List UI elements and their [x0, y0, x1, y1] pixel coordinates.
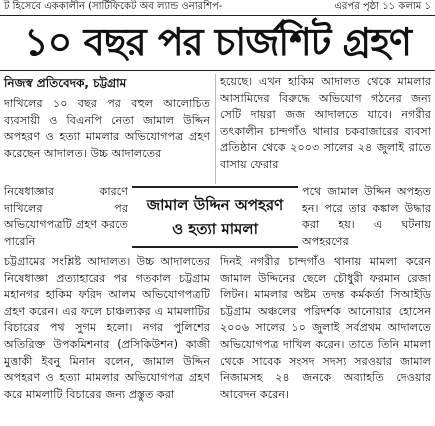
article-text-right-top — [220, 74, 431, 184]
article-text-left-bottom — [4, 254, 210, 424]
article-text-right-mid — [302, 184, 431, 254]
article-text-left-top — [4, 96, 210, 182]
continued-on-page-text: এরপর পৃষ্ঠা ১১ কলাম ১ — [334, 1, 431, 12]
article-paragraph: দাখিলের ১০ বছর পর বহুল আলোচিত ব্যবসায়ী ও বিএনপি নেতা জামাল উদ্দিন অপহরণ ও হত্যা মামলার অভিযোগপত্র গ্রহণ করেছেন আদালত। উচ্চ আদালতের — [4, 97, 210, 160]
headline-rule — [0, 70, 435, 71]
pull-quote-line: ও হত্যা মামলা — [172, 220, 258, 238]
article-paragraph: নিষেধাজ্ঞার কারণে দাখিলের পর অভিযোগপত্রটি গ্রহণ করতে পারেনি — [4, 185, 128, 248]
byline: নিজস্ব প্রতিবেদক, চট্টগ্রাম — [4, 76, 127, 90]
article-paragraph: হয়েছে। এখন হাকিম আদালত থেকে মামলার আসামিদের বিরুদ্ধে অভিযোগ গঠনের জন্য সেটি দায়রা জজ আদালতে যাবে। নগরীর তৎকালীন চান্দগাঁও থানার চকবাজারের ব্যবসা প্রতিষ্ঠান থেকে ২০০৩ সালের ২৪ জুলাই রাতে বাসায় ফেরার — [220, 75, 431, 171]
column-divider — [215, 74, 216, 184]
article-paragraph: পথে জামাল উদ্দিন অপহৃত হন। পরে তার কঙ্কাল উদ্ধার করা হয়। এ ঘটনায় অপহরণের — [302, 185, 431, 248]
article-paragraph: দিনই নগরীর চান্দগাঁও থানায় মামলা করেন জামাল উদ্দিনের ছেলে চৌধুরী ফরমান রেজা লিটন। মামলার অষ্টম তদন্ত কর্মকর্তা সিআইডি চট্টগ্রাম অঞ্চলের পরিদর্শক আনোয়ার হোসেন ২০০৬ সালের ১০ জুলাই সর্বপ্রথম আদালতে অভিযোগপত্র দাখিল করেন। তাতে তিনি মামলা থেকে সাবেক সংসদ সদস্য সরওয়ার জামাল নিজামসহ ২৪ জনকে অব্যাহতি দেওয়ার আবেদন করেন। — [220, 255, 431, 401]
continued-from-text: ট হিসেবে এককালীন (সার্টিফিকেট অব ল্যান্ড ওনারশিপ- — [4, 1, 223, 12]
headline: ১০ বছর পর চার্জশিট গ্রহণ — [23, 20, 412, 64]
pull-quote — [132, 186, 298, 248]
article-text-right-bottom — [220, 254, 431, 424]
article-paragraph: চট্টগ্রামের সংশ্লিষ্ট আদালত। উচ্চ আদালতের নিষেধাজ্ঞা প্রত্যাহারের পর গতকাল চট্টগ্রাম মহানগর হাকিম ফরিদ আলম অভিযোগপত্রটি গ্রহণ করেন। এর ফলে চাঞ্চল্যকর এ মামলাটির বিচারের পথ সুগম হলো। নগর পুলিশের অতিরিক্ত উপকমিশনার (প্রসিকিউশন) কাজী মুত্তাকী ইবনু মিনান বলেন, জামাল উদ্দিন অপহরণ ও হত্যা মামলার অভিযোগপত্র গ্রহণ করে মামলাটি বিচারের জন্য প্রস্তুত করা — [4, 255, 210, 401]
pull-quote-line: জামাল উদ্দিন অপহরণ — [146, 196, 284, 214]
top-strip — [0, 0, 435, 14]
article-text-left-mid — [4, 184, 128, 254]
